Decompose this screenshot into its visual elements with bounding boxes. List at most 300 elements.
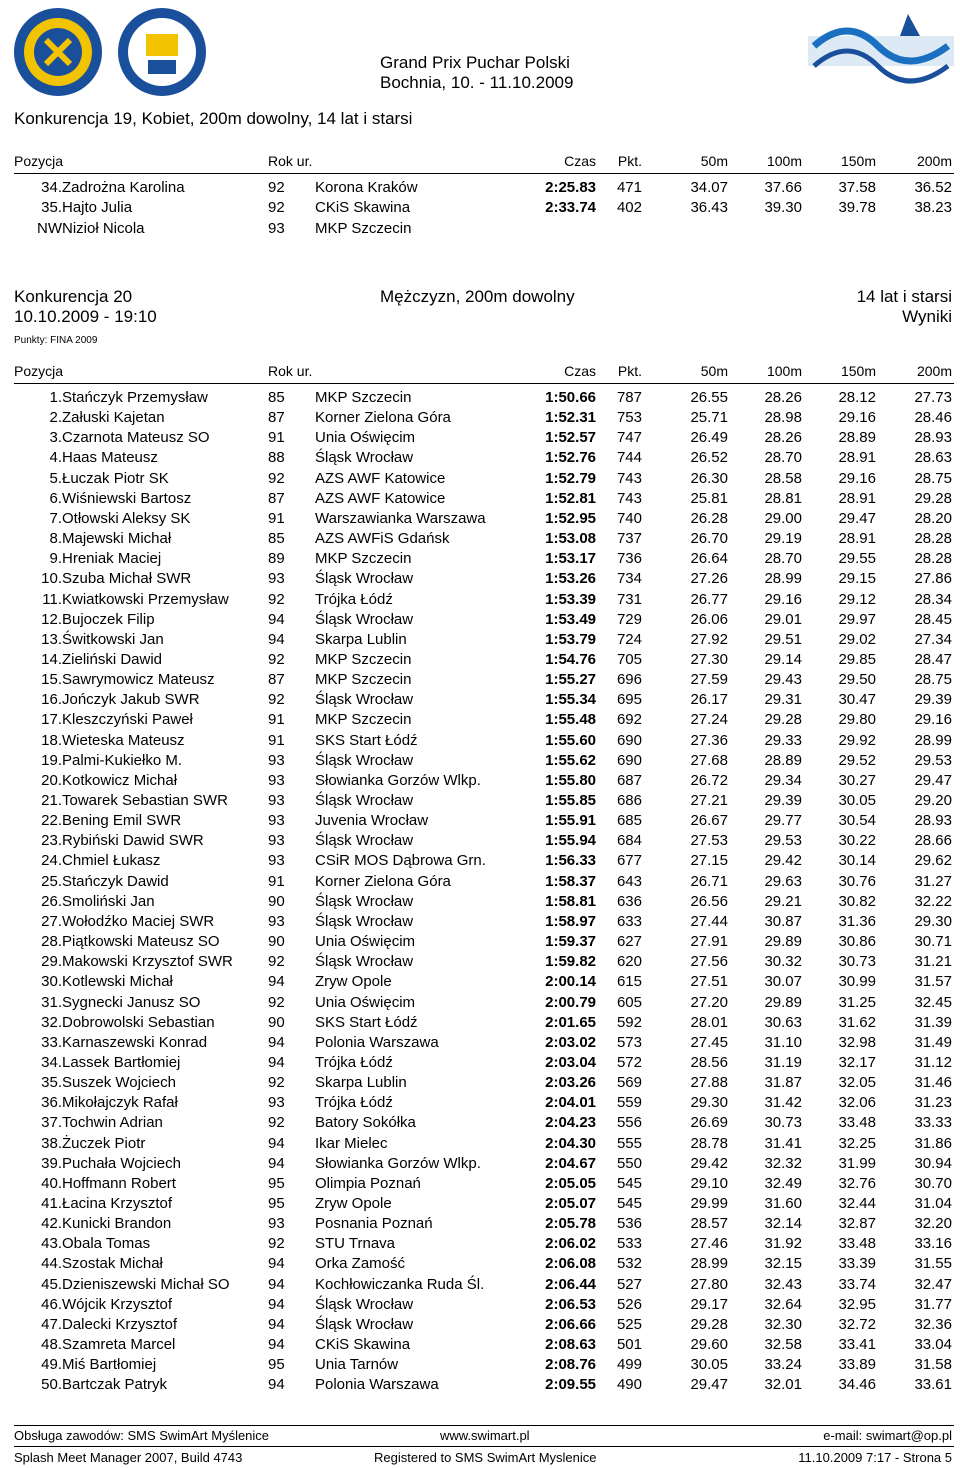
cell-split-150: 32.98 — [838, 1033, 876, 1051]
cell-club: Trójka Łódź — [315, 1053, 393, 1071]
cell-year: 92 — [268, 199, 285, 217]
cell-time: 1:50.66 — [545, 389, 596, 406]
cell-split-150: 29.15 — [838, 570, 876, 588]
table-row — [0, 220, 960, 240]
cell-club: Unia Oświęcim — [315, 993, 416, 1011]
cell-split-100: 28.70 — [764, 550, 802, 568]
cell-split-150: 32.87 — [838, 1215, 876, 1233]
cell-name: Piątkowski Mateusz SO — [62, 933, 220, 951]
cell-split-50: 27.68 — [690, 751, 728, 769]
cell-club: Orka Zamość — [315, 1255, 406, 1273]
cell-club: Śląsk Wrocław — [315, 1315, 414, 1333]
cell-split-150: 31.62 — [838, 1013, 876, 1031]
cell-place: 35. — [41, 1074, 62, 1092]
cell-pts: 724 — [616, 630, 642, 648]
cell-split-50: 29.60 — [690, 1336, 728, 1354]
table-row — [0, 1376, 960, 1396]
cell-pts: 787 — [616, 389, 642, 406]
cell-split-150: 28.12 — [838, 389, 876, 406]
event20-label: Konkurencja 20 — [14, 287, 133, 306]
cell-split-50: 27.36 — [690, 731, 728, 749]
cell-split-50: 26.77 — [690, 590, 728, 608]
cell-year: 92 — [268, 1074, 285, 1092]
cell-time: 1:52.81 — [545, 489, 596, 507]
cell-split-150: 29.92 — [838, 731, 876, 749]
table-row — [0, 1114, 960, 1134]
cell-split-150: 32.25 — [838, 1134, 876, 1152]
cell-name: Zadrożna Karolina — [62, 179, 185, 196]
cell-name: Haas Mateusz — [62, 449, 158, 467]
cell-year: 91 — [268, 872, 285, 890]
cell-name: Czarnota Mateusz SO — [62, 429, 210, 447]
cell-split-200: 29.16 — [914, 711, 952, 729]
cell-split-150: 33.48 — [838, 1114, 876, 1132]
event20-age: 14 lat i starsi — [856, 287, 952, 306]
cell-time: 2:06.02 — [545, 1235, 596, 1253]
cell-split-200: 27.34 — [914, 630, 952, 648]
cell-split-150: 32.06 — [838, 1094, 876, 1112]
cell-place: 22. — [41, 812, 62, 830]
cell-split-200: 29.62 — [914, 852, 952, 870]
cell-year: 94 — [268, 973, 285, 991]
cell-year: 93 — [268, 219, 285, 237]
cell-year: 94 — [268, 610, 285, 628]
cell-split-50: 27.20 — [690, 993, 728, 1011]
cell-club: Słowianka Gorzów Wlkp. — [315, 771, 481, 789]
cell-split-100: 29.43 — [764, 671, 802, 689]
cell-split-100: 30.07 — [764, 973, 802, 991]
cell-name: Bening Emil SWR — [62, 812, 182, 830]
cell-split-100: 32.32 — [764, 1154, 802, 1172]
cell-club: Śląsk Wrocław — [315, 691, 414, 709]
cell-split-50: 26.56 — [690, 892, 728, 910]
meet-title: Grand Prix Puchar Polski — [380, 53, 570, 72]
table-row — [0, 1074, 960, 1094]
cell-split-100: 39.30 — [764, 199, 802, 217]
cell-split-200: 28.63 — [914, 449, 952, 467]
cell-year: 94 — [268, 630, 285, 648]
table-row — [0, 570, 960, 590]
cell-split-200: 29.53 — [914, 751, 952, 769]
cell-club: Korner Zielona Góra — [315, 872, 451, 890]
cell-split-100: 29.63 — [764, 872, 802, 890]
cell-time: 1:58.37 — [545, 872, 596, 890]
cell-place: 33. — [41, 1033, 62, 1051]
cell-pts: 499 — [616, 1356, 642, 1374]
cell-place: 44. — [41, 1255, 62, 1273]
cell-split-200: 28.28 — [914, 530, 952, 548]
cell-pts: 753 — [616, 409, 642, 427]
cell-time: 2:06.44 — [545, 1275, 596, 1293]
cell-split-50: 30.05 — [690, 1356, 728, 1374]
table-row — [0, 812, 960, 832]
event19-title: Konkurencja 19, Kobiet, 200m dowolny, 14 lat i starsi — [14, 109, 413, 128]
cell-split-150: 30.76 — [838, 872, 876, 890]
cell-split-100: 28.89 — [764, 751, 802, 769]
cell-name: Zieliński Dawid — [62, 650, 163, 668]
table-row — [0, 1014, 960, 1034]
cell-pts: 729 — [616, 610, 642, 628]
cell-year: 94 — [268, 1033, 285, 1051]
cell-name: Dobrowolski Sebastian — [62, 1013, 215, 1031]
cell-place: 43. — [41, 1235, 62, 1253]
cell-club: Skarpa Lublin — [315, 630, 407, 648]
cell-pts: 569 — [616, 1074, 642, 1092]
cell-club: AZS AWF Katowice — [315, 469, 446, 487]
cell-split-50: 27.26 — [690, 570, 728, 588]
cell-split-150: 30.54 — [838, 812, 876, 830]
cell-time: 2:08.76 — [545, 1356, 596, 1374]
cell-pts: 696 — [616, 671, 642, 689]
cell-year: 90 — [268, 1013, 285, 1031]
cell-pts: 573 — [616, 1033, 642, 1051]
cell-place: 26. — [41, 892, 62, 910]
cell-split-200: 33.61 — [914, 1376, 952, 1394]
cell-club: MKP Szczecin — [315, 650, 412, 668]
cell-place: 4. — [49, 449, 62, 467]
cell-club: MKP Szczecin — [315, 550, 412, 568]
cell-pts: 592 — [616, 1013, 642, 1031]
cell-time: 1:55.91 — [545, 812, 596, 830]
cell-split-100: 29.89 — [764, 993, 802, 1011]
table-row — [0, 1054, 960, 1074]
cell-split-200: 31.86 — [914, 1134, 952, 1152]
table-row — [0, 752, 960, 772]
cell-split-150: 29.16 — [838, 409, 876, 427]
cell-pts: 684 — [616, 832, 642, 850]
cell-name: Smoliński Jan — [62, 892, 155, 910]
cell-name: Sygnecki Janusz SO — [62, 993, 201, 1011]
cell-time: 1:52.57 — [545, 429, 596, 447]
cell-split-100: 32.43 — [764, 1275, 802, 1293]
cell-name: Wieteska Mateusz — [62, 731, 185, 749]
table-row — [0, 470, 960, 490]
cell-split-200: 32.22 — [914, 892, 952, 910]
footer-email[interactable]: e-mail: swimart@op.pl — [823, 1428, 952, 1443]
table-row — [0, 429, 960, 449]
cell-split-200: 31.12 — [914, 1053, 952, 1071]
cell-split-50: 28.57 — [690, 1215, 728, 1233]
cell-split-50: 29.28 — [690, 1315, 728, 1333]
cell-club: SKS Start Łódź — [315, 1013, 418, 1031]
cell-time: 2:05.05 — [545, 1174, 596, 1192]
cell-place: 25. — [41, 872, 62, 890]
cell-split-100: 28.70 — [764, 449, 802, 467]
cell-year: 92 — [268, 993, 285, 1011]
cell-pts: 545 — [616, 1174, 642, 1192]
cell-pts: 677 — [616, 852, 642, 870]
cell-year: 91 — [268, 711, 285, 729]
cell-year: 94 — [268, 1134, 285, 1152]
col-year: Rok ur. — [268, 363, 313, 379]
table-row — [0, 631, 960, 651]
table-row — [0, 973, 960, 993]
cell-split-150: 28.91 — [838, 489, 876, 507]
cell-year: 94 — [268, 1255, 285, 1273]
cell-club: AZS AWF Katowice — [315, 489, 446, 507]
cell-year: 94 — [268, 1376, 285, 1394]
cell-club: Śląsk Wrocław — [315, 832, 414, 850]
cell-year: 92 — [268, 953, 285, 971]
cell-split-50: 36.43 — [690, 199, 728, 217]
cell-split-50: 27.45 — [690, 1033, 728, 1051]
cell-split-50: 25.81 — [690, 489, 728, 507]
cell-club: MKP Szczecin — [315, 389, 412, 406]
cell-year: 94 — [268, 1315, 285, 1333]
table-row — [0, 832, 960, 852]
cell-name: Szostak Michał — [62, 1255, 163, 1273]
cell-year: 87 — [268, 409, 285, 427]
cell-pts: 633 — [616, 912, 642, 930]
cell-split-150: 29.55 — [838, 550, 876, 568]
cell-club: Śląsk Wrocław — [315, 912, 414, 930]
cell-pts: 555 — [616, 1134, 642, 1152]
cell-split-50: 26.70 — [690, 530, 728, 548]
pzp-logo-icon — [12, 6, 212, 98]
divider — [14, 173, 954, 174]
cell-time: 2:05.07 — [545, 1195, 596, 1212]
cell-club: Olimpia Poznań — [315, 1174, 421, 1192]
cell-split-150: 32.44 — [838, 1195, 876, 1212]
cell-name: Szamreta Marcel — [62, 1336, 176, 1354]
cell-year: 93 — [268, 751, 285, 769]
cell-split-200: 28.75 — [914, 469, 952, 487]
cell-place: 14. — [41, 650, 62, 668]
cell-time: 1:55.48 — [545, 711, 596, 729]
cell-place: 16. — [41, 691, 62, 709]
cell-year: 93 — [268, 912, 285, 930]
event20-name: Mężczyzn, 200m dowolny — [380, 287, 575, 306]
cell-place: 6. — [49, 489, 62, 507]
cell-year: 87 — [268, 489, 285, 507]
cell-year: 89 — [268, 550, 285, 568]
cell-name: Dzieniszewski Michał SO — [62, 1275, 230, 1293]
cell-time: 1:55.27 — [545, 671, 596, 689]
cell-split-50: 27.92 — [690, 630, 728, 648]
cell-split-150: 30.82 — [838, 892, 876, 910]
table-row — [0, 1276, 960, 1296]
cell-place: 45. — [41, 1275, 62, 1293]
cell-time: 2:00.14 — [545, 973, 596, 991]
cell-place: 9. — [49, 550, 62, 568]
cell-split-50: 26.71 — [690, 872, 728, 890]
cell-place: 31. — [41, 993, 62, 1011]
footer-divider — [14, 1446, 954, 1447]
cell-split-50: 28.01 — [690, 1013, 728, 1031]
cell-split-200: 31.58 — [914, 1356, 952, 1374]
cell-time: 2:03.02 — [545, 1033, 596, 1051]
cell-name: Wiśniewski Bartosz — [62, 489, 192, 507]
cell-year: 93 — [268, 812, 285, 830]
cell-time: 1:53.79 — [545, 630, 596, 648]
cell-split-150: 31.99 — [838, 1154, 876, 1172]
cell-place: 29. — [41, 953, 62, 971]
cell-name: Chmiel Łukasz — [62, 852, 161, 870]
cell-split-50: 27.88 — [690, 1074, 728, 1092]
cell-pts: 545 — [616, 1195, 642, 1212]
cell-split-150: 29.16 — [838, 469, 876, 487]
event20-datetime: 10.10.2009 - 19:10 — [14, 307, 157, 326]
cell-split-100: 32.30 — [764, 1315, 802, 1333]
cell-place: 11. — [42, 590, 62, 608]
cell-time: 1:58.97 — [545, 912, 596, 930]
cell-time: 1:55.94 — [545, 832, 596, 850]
cell-split-200: 32.45 — [914, 993, 952, 1011]
cell-name: Kotlewski Michał — [62, 973, 173, 991]
cell-split-150: 30.14 — [838, 852, 876, 870]
cell-name: Miś Bartłomiej — [62, 1356, 157, 1374]
cell-year: 94 — [268, 1154, 285, 1172]
cell-club: Unia Tarnów — [315, 1356, 399, 1374]
table-row — [0, 1336, 960, 1356]
cell-split-100: 31.10 — [764, 1033, 802, 1051]
cell-place: 8. — [49, 530, 62, 548]
event19-column-header — [0, 153, 960, 173]
cell-split-150: 29.50 — [838, 671, 876, 689]
cell-club: Warszawianka Warszawa — [315, 509, 486, 527]
cell-split-100: 31.92 — [764, 1235, 802, 1253]
cell-name: Wołodźko Maciej SWR — [62, 912, 215, 930]
cell-time: 1:55.34 — [545, 691, 596, 709]
cell-place: 36. — [41, 1094, 62, 1112]
cell-time: 2:03.04 — [545, 1053, 596, 1071]
cell-club: Śląsk Wrocław — [315, 792, 414, 809]
cell-pts: 744 — [616, 449, 642, 467]
cell-name: Otłowski Aleksy SK — [62, 509, 191, 527]
col-200: 200m — [916, 363, 952, 379]
cell-name: Łuczak Piotr SK — [62, 469, 169, 487]
cell-name: Świtkowski Jan — [62, 630, 164, 648]
cell-time: 1:52.76 — [545, 449, 596, 467]
cell-split-50: 26.06 — [690, 610, 728, 628]
cell-place: 17. — [41, 711, 62, 729]
cell-split-50: 29.99 — [690, 1195, 728, 1212]
table-row — [0, 1215, 960, 1235]
table-row — [0, 873, 960, 893]
cell-club: SKS Start Łódź — [315, 731, 418, 749]
cell-split-200: 31.27 — [914, 872, 952, 890]
cell-pts: 687 — [616, 771, 642, 789]
cell-pts: 690 — [616, 731, 642, 749]
table-row — [0, 1175, 960, 1195]
cell-pts: 643 — [616, 872, 642, 890]
cell-time: 1:56.33 — [545, 852, 596, 870]
cell-split-150: 29.12 — [838, 590, 876, 608]
cell-place: 28. — [41, 933, 62, 951]
cell-year: 92 — [268, 469, 285, 487]
footer-registered: Registered to SMS SwimArt Myslenice — [374, 1450, 597, 1465]
cell-club: Śląsk Wrocław — [315, 751, 414, 769]
cell-split-150: 29.02 — [838, 630, 876, 648]
cell-split-200: 31.23 — [914, 1094, 952, 1112]
cell-split-100: 31.42 — [764, 1094, 802, 1112]
table-row — [0, 1255, 960, 1275]
table-row — [0, 490, 960, 510]
cell-place: 50. — [41, 1376, 62, 1394]
cell-time: 2:03.26 — [545, 1074, 596, 1092]
cell-year: 95 — [268, 1174, 285, 1192]
cell-time: 1:53.08 — [545, 530, 596, 548]
cell-name: Kunicki Brandon — [62, 1215, 172, 1233]
table-row — [0, 732, 960, 752]
cell-split-100: 29.00 — [764, 509, 802, 527]
cell-name: Towarek Sebastian SWR — [62, 792, 228, 809]
cell-pts: 572 — [616, 1053, 642, 1071]
cell-year: 92 — [268, 590, 285, 608]
footer-service: Obsługa zawodów: SMS SwimArt Myślenice — [14, 1428, 270, 1443]
cell-split-200: 28.46 — [914, 409, 952, 427]
cell-split-150: 32.95 — [838, 1295, 876, 1313]
cell-year: 94 — [268, 1336, 285, 1354]
col-time: Czas — [564, 153, 596, 169]
cell-club: Zryw Opole — [315, 1195, 392, 1212]
cell-name: Szuba Michał SWR — [62, 570, 192, 588]
table-row — [0, 199, 960, 219]
cell-split-50: 26.67 — [690, 812, 728, 830]
cell-club: MKP Szczecin — [315, 711, 412, 729]
cell-split-100: 28.26 — [764, 429, 802, 447]
cell-split-200: 32.36 — [914, 1315, 952, 1333]
col-50: 50m — [700, 363, 728, 379]
cell-pts: 526 — [616, 1295, 642, 1313]
cell-time: 1:59.37 — [545, 933, 596, 951]
cell-place: 24. — [41, 852, 62, 870]
cell-split-50: 34.07 — [690, 179, 728, 196]
cell-place: 13. — [41, 630, 62, 648]
cell-club: Śląsk Wrocław — [315, 570, 414, 588]
cell-time: 1:52.31 — [545, 409, 596, 427]
cell-split-150: 31.25 — [838, 993, 876, 1011]
cell-split-100: 32.64 — [764, 1295, 802, 1313]
logos-left — [12, 6, 212, 98]
col-year: Rok ur. — [268, 153, 313, 169]
cell-split-100: 29.42 — [764, 852, 802, 870]
cell-split-50: 28.56 — [690, 1053, 728, 1071]
cell-pts: 605 — [616, 993, 642, 1011]
cell-name: Łacina Krzysztof — [62, 1195, 173, 1212]
cell-split-200: 31.04 — [914, 1195, 952, 1212]
cell-split-100: 28.26 — [764, 389, 802, 406]
cell-split-150: 30.47 — [838, 691, 876, 709]
cell-club: Skarpa Lublin — [315, 1074, 407, 1092]
cell-time: 2:05.78 — [545, 1215, 596, 1233]
cell-split-150: 39.78 — [838, 199, 876, 217]
cell-pts: 747 — [616, 429, 642, 447]
cell-time: 2:04.01 — [545, 1094, 596, 1112]
cell-club: MKP Szczecin — [315, 671, 412, 689]
cell-split-200: 29.39 — [914, 691, 952, 709]
cell-club: CKiS Skawina — [315, 199, 411, 217]
cell-club: CKiS Skawina — [315, 1336, 411, 1354]
cell-club: STU Trnava — [315, 1235, 396, 1253]
cell-split-200: 28.93 — [914, 429, 952, 447]
cell-split-50: 28.78 — [690, 1134, 728, 1152]
cell-split-100: 32.15 — [764, 1255, 802, 1273]
footer-website[interactable]: www.swimart.pl — [440, 1428, 530, 1443]
cell-split-200: 28.34 — [914, 590, 952, 608]
cell-split-100: 31.41 — [764, 1134, 802, 1152]
cell-time: 2:01.65 — [545, 1013, 596, 1031]
cell-name: Puchała Wojciech — [62, 1154, 181, 1172]
cell-split-200: 33.16 — [914, 1235, 952, 1253]
cell-split-100: 29.28 — [764, 711, 802, 729]
cell-club: Kochłowiczanka Ruda Śl. — [315, 1275, 485, 1293]
cell-split-100: 29.19 — [764, 530, 802, 548]
cell-split-200: 28.20 — [914, 509, 952, 527]
cell-year: 85 — [268, 389, 285, 406]
cell-split-150: 33.39 — [838, 1255, 876, 1273]
cell-club: Ikar Mielec — [315, 1134, 388, 1152]
